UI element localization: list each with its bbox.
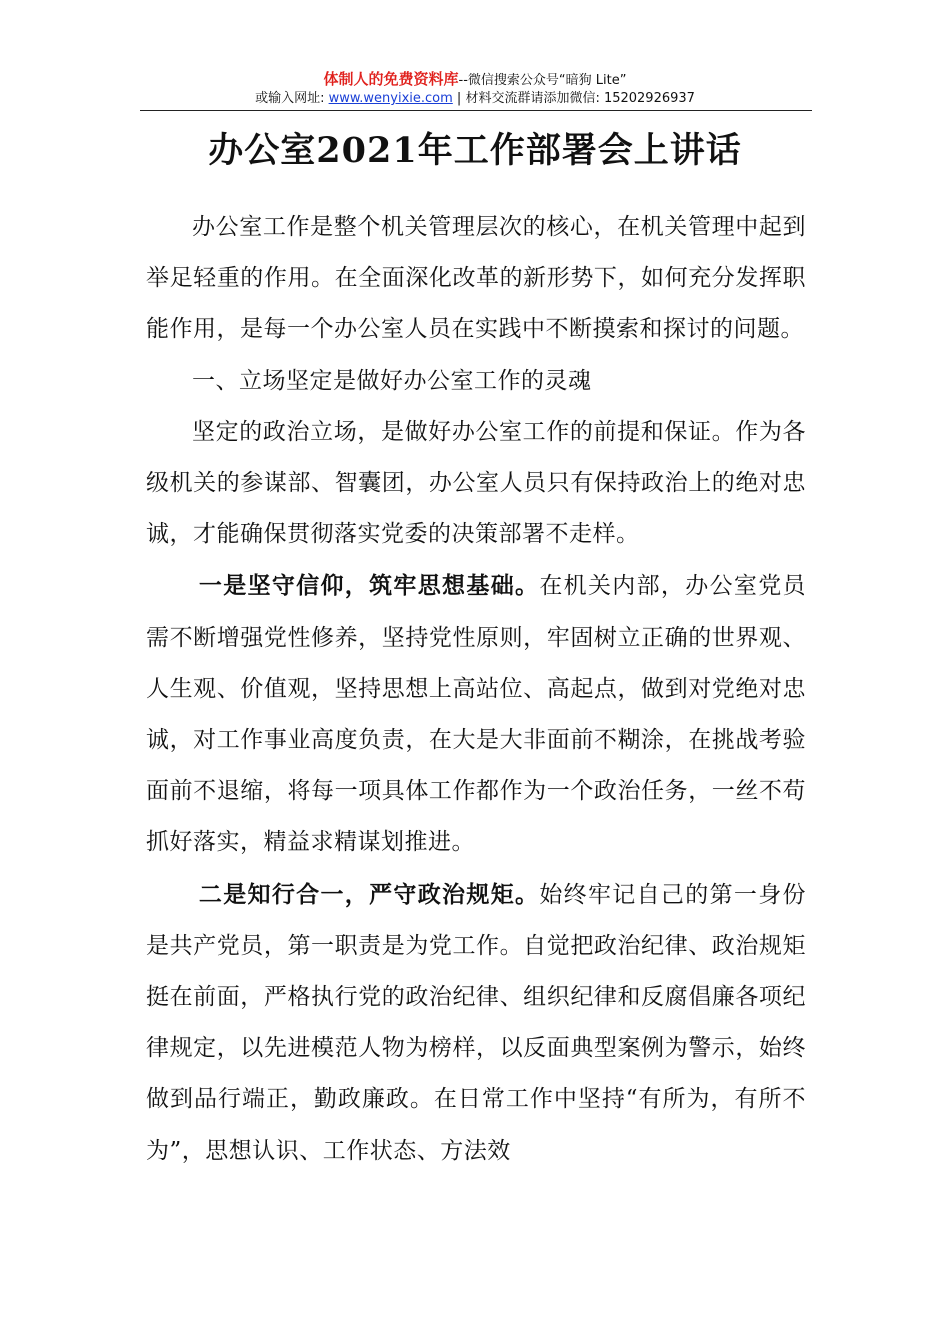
point-1-lead: 一是坚守信仰，筑牢思想基础。 [198, 572, 540, 600]
brand-text: 体制人的免费资料库 [323, 70, 459, 88]
site-link[interactable]: www.wenyixie.com [328, 91, 453, 106]
header-divider [140, 110, 812, 111]
document-title: 办公室2021年工作部署会上讲话 [208, 130, 742, 171]
document-body [146, 202, 806, 1177]
paragraph-point-2 [146, 869, 806, 1177]
wechat-note: --微信搜索公众号“暗狗 Lite” [458, 73, 627, 88]
paragraph-point-1 [146, 560, 806, 868]
site-suffix: | 材料交流群请添加微信: 15202926937 [452, 91, 695, 106]
site-line [0, 90, 950, 108]
point-1-body: 在机关内部，办公室党员需不断增强党性修养，坚持党性原则，牢固树立正确的世界观、人生观、价值观，坚持思想上高站位、高起点，做到对党绝对忠诚，对工作事业高度负责，在大是大非面前不糊涂，在挑战考验面前不退缩，将每一项具体工作都作为一个政治任务，一丝不苟抓好落实，精益求精谋划推进。 [146, 573, 807, 856]
watermark-header [0, 70, 950, 90]
paragraph-section-1: 坚定的政治立场，是做好办公室工作的前提和保证。作为各级机关的参谋部、智囊团，办公室人员只有保持政治上的绝对忠诚，才能确保贯彻落实党委的决策部署不走样。 [146, 418, 806, 548]
paragraph-intro: 办公室工作是整个机关管理层次的核心，在机关管理中起到举足轻重的作用。在全面深化改革的新形势下，如何充分发挥职能作用，是每一个办公室人员在实践中不断摸索和探讨的问题。 [146, 214, 806, 343]
section-heading-1: 一、立场坚定是做好办公室工作的灵魂 [192, 367, 592, 394]
point-2-body: 始终牢记自己的第一身份是共产党员，第一职责是为党工作。自觉把政治纪律、政治规矩挺在前面，严格执行党的政治纪律、组织纪律和反腐倡廉各项纪律规定，以先进模范人物为榜样，以反面典型案例为警示，始终做到品行端正，勤政廉政。在日常工作中坚持“有所为，有所不为”，思想认识、工作状态、方法效 [146, 881, 807, 1164]
site-prefix: 或输入网址: [255, 91, 329, 106]
point-2-lead: 二是知行合一，严守政治规矩。 [198, 880, 540, 908]
